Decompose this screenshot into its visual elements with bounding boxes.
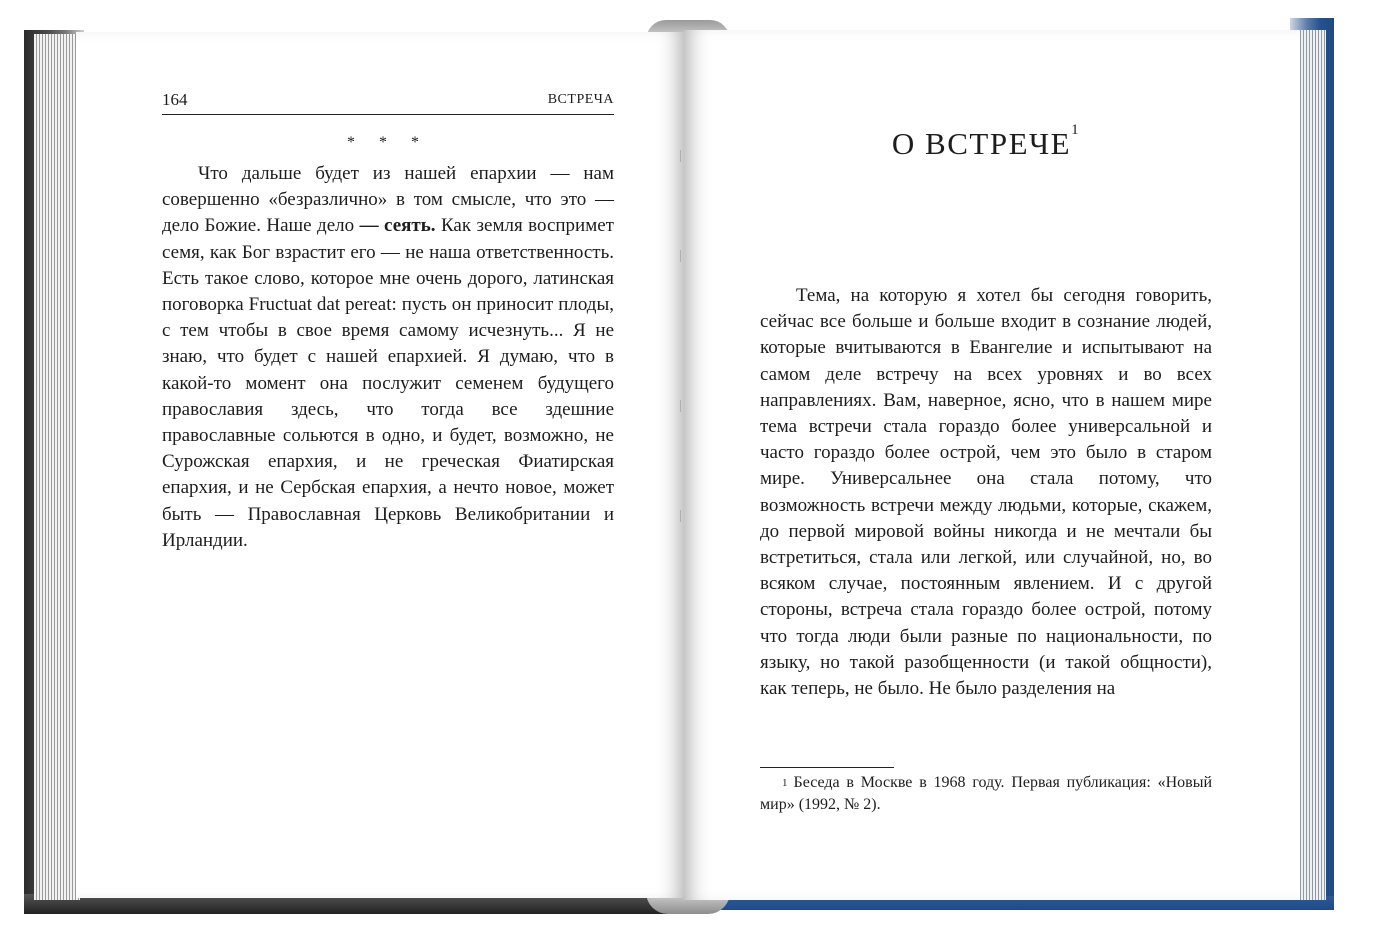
section-separator: * * * [347,134,429,151]
gutter-mark [680,150,687,162]
footnote-text: Беседа в Москве в 1968 году. Первая публикация: «Новый мир» (1992, № 2). [760,774,1212,813]
footnote [760,772,1212,816]
footnote-mark: 1 [782,777,788,789]
running-head [162,90,614,115]
left-paragraph-text-start: Что дальше будет из нашей епархии — нам совершенно «безразлично» в том смысле, что это — дело Божие. Наше дело [162,163,614,237]
right-page-body [760,283,1212,702]
emphasis-text: — сеять. [359,215,436,237]
gutter-mark [680,510,687,522]
gutter-mark [680,250,687,262]
left-page-body [162,161,614,554]
chapter-title-text: О ВСТРЕЧЕ [891,126,1072,161]
page-edges-right [1298,30,1326,900]
page-edges-left [34,34,80,900]
footnote-divider [760,767,894,768]
left-paragraph [162,161,614,554]
chapter-title [760,122,1212,162]
gutter-mark [680,400,687,412]
page-number: 164 [162,90,188,109]
running-title: ВСТРЕЧА [547,92,614,107]
footnote-reference: 1 [1071,122,1081,138]
right-paragraph: Тема, на которую я хотел бы сегодня говорить, сейчас все больше и больше входит в сознание людей, которые вчитываются в Евангелие и испытывают на самом деле встречу на всех уровнях и во всех направлениях. Вам, наверное, ясно, что в нашем мире тема встречи стала гораздо более универсальной и часто гораздо более острой, чем это было в старом мире. Универсальнее она стала потому, что возможность встречи между людьми, которые, скажем, до первой мировой войны никогда и не мечтали бы встретиться, стала или легкой, или случайной, но, во всяком случае, постоянным явлением. И с другой стороны, встреча стала гораздо более острой, потому что тогда люди были разные по национальности, по языку, но такой разобщенности (и такой общности), как теперь, не было. Не было разделения на [760,285,1212,700]
left-paragraph-text-end: Как земля воспримет семя, как Бог взрастит его — не наша ответственность. Есть такое слово, которое мне очень дорого, латинская поговорка Fructuat dat pereat: пусть он приносит плоды, с тем чтобы в свое время самому исчезнуть... Я не знаю, что будет с нашей епархией. Я думаю, что в какой-то момент она послужит семенем будущего православия здесь, что тогда все здешние православные сольются в одно, и будет, возможно, не Сурожская епархия, и не греческая Фиатирская епархия, и не Сербская епархия, а нечто новое, может быть — Православная Церковь Великобритании и Ирландии. [162,215,614,551]
